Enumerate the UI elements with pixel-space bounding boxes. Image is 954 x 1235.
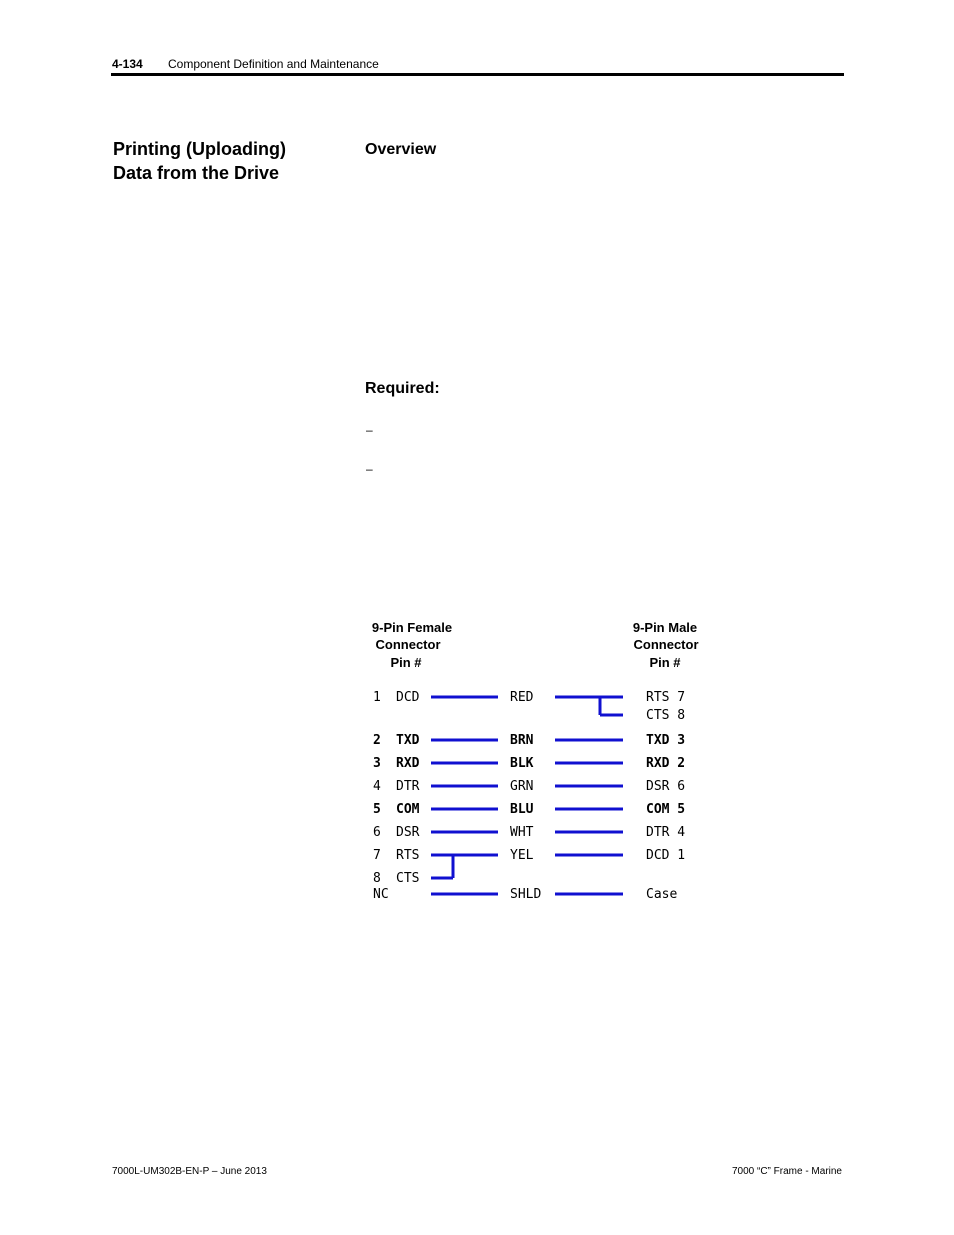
row-wire-color: BLU (510, 802, 534, 817)
cable-wiring-diagram (366, 614, 702, 904)
right-header-line3: Pin # (649, 655, 681, 670)
wire-lines (431, 697, 623, 894)
left-header-line3: Pin # (390, 655, 422, 670)
bullet-dash: – (366, 423, 373, 437)
header-rule (111, 73, 844, 76)
row-signal: TXD (396, 733, 420, 748)
page-number: 4-134 (112, 57, 143, 71)
row-dest-pin: DCD 1 (646, 848, 686, 863)
row-signal: DCD (396, 690, 420, 705)
left-header-line1: 9-Pin Female (371, 620, 453, 635)
row-wire-color: GRN (510, 779, 534, 794)
left-header-line2: Connector (375, 637, 441, 652)
row-pin: NC (373, 887, 389, 902)
row-pin: 8 (373, 871, 381, 886)
row-dest-pin: COM 5 (646, 802, 686, 817)
section-title: Component Definition and Maintenance (168, 57, 379, 71)
right-header-line1: 9-Pin Male (632, 620, 698, 635)
wiring-rows (373, 690, 685, 902)
row-dest-pin: TXD 3 (646, 733, 686, 748)
row-pin: 7 (373, 848, 381, 863)
side-heading-line1: Printing (Uploading) (113, 139, 286, 159)
row-dest-pin: DSR 6 (646, 779, 686, 794)
row-signal: RXD (396, 756, 420, 771)
row-signal: DSR (396, 825, 420, 840)
footer-doc-id: 7000L-UM302B-EN-P – June 2013 (112, 1166, 267, 1177)
row-signal: DTR (396, 779, 420, 794)
required-heading: Required: (365, 380, 440, 397)
row-dest-pin: RTS 7 (646, 690, 686, 705)
row-wire-color: RED (510, 690, 534, 705)
right-header-line2: Connector (633, 637, 699, 652)
side-heading (113, 137, 343, 185)
row-pin: 3 (373, 756, 381, 771)
row-wire-color: BRN (510, 733, 534, 748)
side-heading-line2: Data from the Drive (113, 163, 280, 183)
row-pin: 5 (373, 802, 381, 817)
row-dest-pin: DTR 4 (646, 825, 686, 840)
row-pin: 4 (373, 779, 381, 794)
bullet-dash: – (366, 462, 373, 476)
footer-product: 7000 “C” Frame - Marine (731, 1166, 842, 1177)
row-wire-color: BLK (510, 756, 534, 771)
overview-heading: Overview (365, 141, 437, 158)
row-signal: COM (396, 802, 420, 817)
row-pin: 6 (373, 825, 381, 840)
row-pin: 2 (373, 733, 381, 748)
row-pin: 1 (373, 690, 381, 705)
row-wire-color: WHT (510, 825, 534, 840)
row-wire-color: SHLD (510, 887, 542, 902)
row-signal: CTS (396, 871, 420, 886)
row-dest-pin: RXD 2 (646, 756, 686, 771)
row-dest-pin: CTS 8 (646, 708, 686, 723)
row-signal: RTS (396, 848, 420, 863)
row-wire-color: YEL (510, 848, 534, 863)
row-dest-pin: Case (646, 887, 678, 902)
